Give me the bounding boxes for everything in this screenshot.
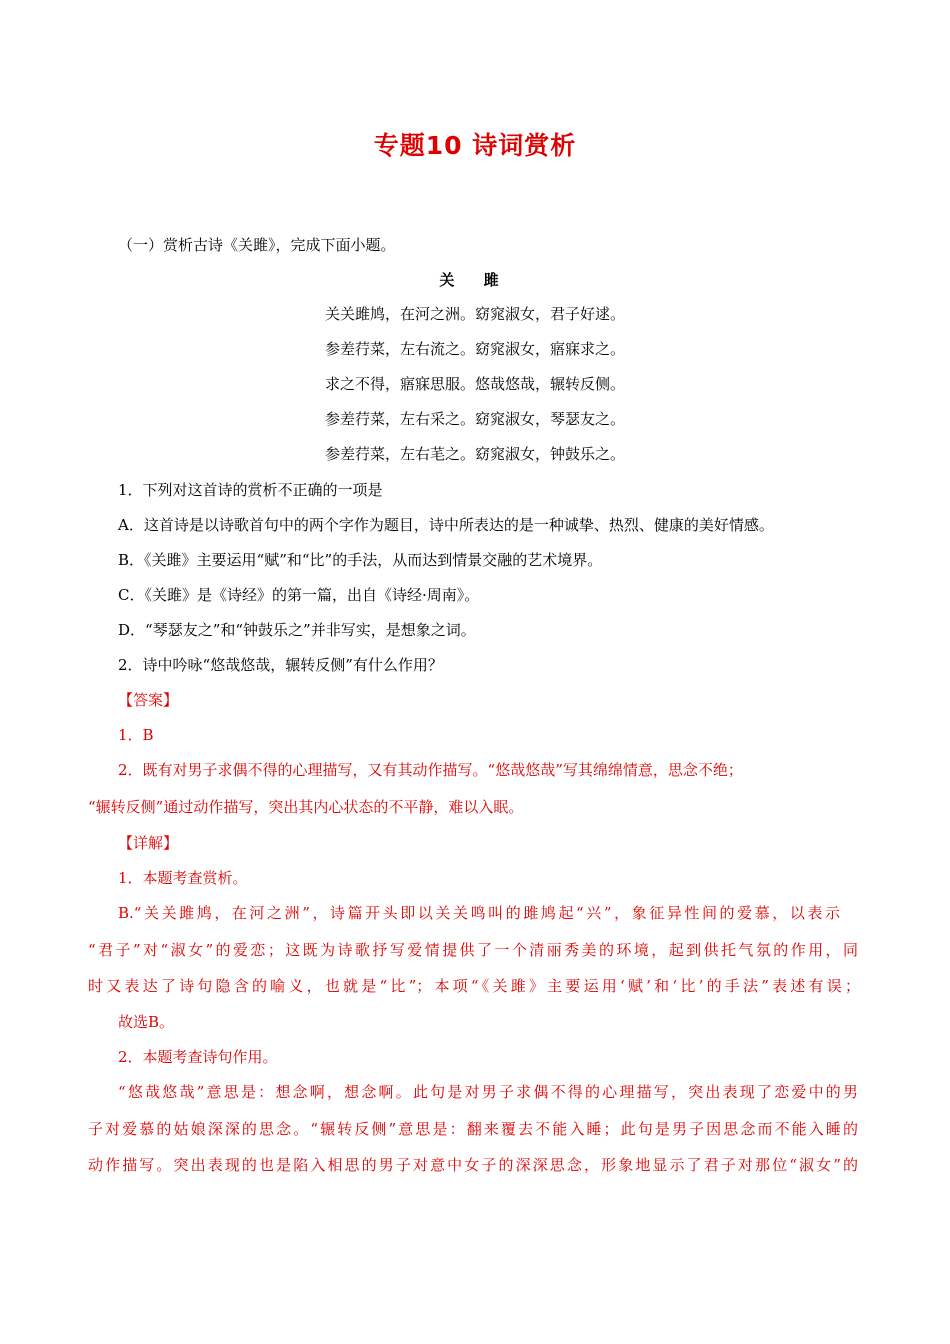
question-1-option-c: C．《关雎》是《诗经》的第一篇，出自《诗经·周南》。: [118, 586, 480, 604]
explanation-2-line: “悠哉悠哉”意思是：想念啊，想念啊。此句是对男子求偶不得的心理描写，突出表现了恋爱中的男: [118, 1083, 858, 1101]
explanation-1-line: “君子”对“淑女”的爱恋；这既为诗歌抒写爱情提供了一个清丽秀美的环境，起到供托气氛的作用，同: [88, 941, 858, 959]
poem-line: 关关雎鸠，在河之洲。窈窕淑女，君子好逑。: [325, 305, 626, 323]
poem-title: 关 雎: [439, 271, 511, 289]
explanation-1-line: 故选B。: [118, 1013, 175, 1031]
explanation-1-line: B.“关关雎鸠，在河之洲”，诗篇开头即以关关鸣叫的雎鸠起“兴”，象征异性间的爱慕，以表示: [118, 904, 840, 922]
explanation-1-line: 时又表达了诗句隐含的喻义，也就是“比”；本项“《关雎》主要运用‘赋’和‘比’的手法”表述有误；: [88, 977, 860, 995]
question-1-option-a: A．这首诗是以诗歌首句中的两个字作为题目，诗中所表达的是一种诚挚、热烈、健康的美好情感。: [118, 516, 774, 534]
poem-line: 参差荇菜，左右采之。窈窕淑女，琴瑟友之。: [325, 410, 626, 428]
poem-line: 求之不得，寤寐思服。悠哉悠哉，辗转反侧。: [325, 375, 626, 393]
question-1-stem: 1．下列对这首诗的赏析不正确的一项是: [118, 481, 383, 499]
question-1-option-b: B．《关雎》主要运用“赋”和“比”的手法，从而达到情景交融的艺术境界。: [118, 551, 603, 569]
question-1-option-d: D．“琴瑟友之”和“钟鼓乐之”并非写实，是想象之词。: [118, 621, 476, 639]
answer-2-line: 2．既有对男子求偶不得的心理描写，又有其动作描写。“悠哉悠哉”写其绵绵情意，思念不绝；: [118, 761, 743, 779]
answer-label: 【答案】: [118, 691, 179, 709]
question-2-stem: 2．诗中吟咏“悠哉悠哉，辗转反侧”有什么作用？: [118, 656, 443, 674]
explanation-2-line: 动作描写。突出表现的也是陷入相思的男子对意中女子的深深思念，形象地显示了君子对那位“淑女”的: [88, 1156, 858, 1174]
poem-line: 参差荇菜，左右芼之。窈窕淑女，钟鼓乐之。: [325, 445, 626, 463]
page-title: 专题10 诗词赏析: [373, 131, 577, 160]
explanation-label: 【详解】: [118, 834, 179, 852]
answer-1: 1．B: [118, 726, 154, 744]
explanation-2-line: 子对爱慕的姑娘深深的思念。“辗转反侧”意思是：翻来覆去不能入睡；此句是男子因思念而不能入睡的: [88, 1120, 858, 1138]
explanation-2-head: 2．本题考查诗句作用。: [118, 1048, 278, 1066]
explanation-1-head: 1．本题考查赏析。: [118, 869, 248, 887]
poem-line: 参差荇菜，左右流之。窈窕淑女，寤寐求之。: [325, 340, 626, 358]
answer-2-line: “辗转反侧”通过动作描写，突出其内心状态的不平静，难以入眠。: [88, 798, 524, 816]
section-intro: （一）赏析古诗《关雎》，完成下面小题。: [118, 236, 396, 254]
